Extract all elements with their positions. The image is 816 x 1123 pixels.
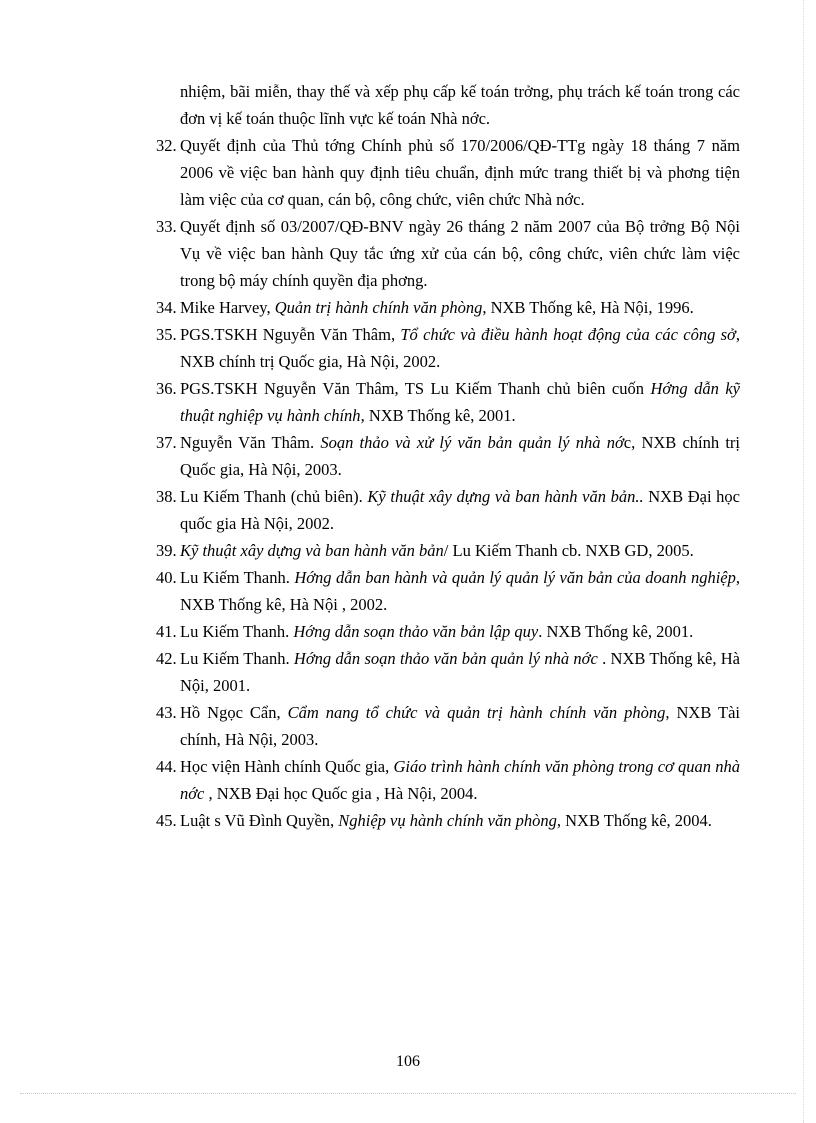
reference-text — [180, 699, 740, 753]
reference-item — [156, 132, 740, 213]
reference-number: 40. — [156, 568, 177, 587]
reference-segment: Lu Kiếm Thanh (chủ biên). — [180, 487, 368, 506]
reference-item — [156, 564, 740, 618]
reference-number: 35. — [156, 325, 177, 344]
reference-number: 36. — [156, 379, 177, 398]
reference-number: 37. — [156, 433, 177, 452]
reference-segment: . NXB Thống kê, 2001. — [538, 622, 694, 641]
reference-segment: NXB Đại học quốc gia Hà Nội, 2002. — [180, 487, 741, 533]
reference-segment: , NXB Đại học Quốc gia , Hà Nội, 2004. — [204, 784, 478, 803]
reference-segment: c, NXB chính trị Quốc gia, Hà Nội, 2003. — [180, 433, 741, 479]
footer-divider — [20, 1093, 796, 1094]
reference-item — [156, 429, 741, 483]
reference-segment: , NXB Thống kê, Hà Nội, 1996. — [482, 298, 694, 317]
page-number: 106 — [396, 1053, 420, 1070]
reference-title: Nghiệp vụ hành chính văn phòng — [338, 811, 557, 830]
reference-segment: Lu Kiếm Thanh. — [180, 622, 294, 641]
reference-segment: PGS.TSKH Nguyễn Văn Thâm, TS Lu Kiếm Thanh chủ biên cuốn — [180, 379, 651, 398]
reference-item — [156, 537, 740, 564]
page-edge-divider — [803, 0, 804, 1123]
reference-segment: , NXB Thống kê, 2004. — [556, 811, 712, 830]
reference-segment: Mike Harvey, — [180, 298, 275, 317]
reference-number: 42. — [156, 649, 177, 668]
reference-segment: , NXB Tài chính, Hà Nội, 2003. — [180, 703, 741, 749]
reference-title: Giáo trình hành chính văn phòng trong cơ quan nhà nớc — [180, 757, 740, 803]
reference-text — [180, 564, 740, 618]
reference-number: 39. — [156, 541, 177, 560]
reference-number: 41. — [156, 622, 177, 641]
reference-title: Hớng dẫn soạn thảo văn bản quản lý nhà nớc — [293, 649, 598, 668]
reference-text — [180, 132, 740, 213]
reference-item — [156, 483, 741, 537]
reference-number: 43. — [156, 703, 177, 722]
reference-title: Hớng dẫn kỹ thuật nghiệp vụ hành chính — [180, 379, 741, 425]
reference-list — [156, 78, 741, 834]
reference-text — [180, 375, 740, 429]
reference-text — [180, 537, 740, 564]
reference-text — [180, 645, 740, 699]
reference-segment: Quyết định của Thủ tớng Chính phủ số 170/2006/QĐ-TTg ngày 18 tháng 7 năm 2006 về việc ban hành quy định tiêu chuẩn, định mức trang thiết bị và phơng tiện làm việc của cơ quan, cán bộ, công chức, viên chức Nhà nớc. — [180, 136, 740, 209]
reference-number: 34. — [156, 298, 177, 317]
reference-item — [156, 807, 740, 834]
reference-segment: Quyết định số 03/2007/QĐ-BNV ngày 26 tháng 2 năm 2007 của Bộ trởng Bộ Nội Vụ về việc ban hành Quy tắc ứng xử của cán bộ, công chức, viên chức làm việc trong bộ máy chính quyền địa phơng. — [180, 217, 740, 290]
reference-segment: Nguyễn Văn Thâm. — [180, 433, 321, 452]
reference-item — [156, 375, 741, 429]
continuation-paragraph: nhiệm, bãi miễn, thay thế và xếp phụ cấp kế toán trởng, phụ trách kế toán trong các đơn vị kế toán thuộc lĩnh vực kế toán Nhà nớc. — [180, 82, 740, 128]
reference-segment: Lu Kiếm Thanh. — [180, 568, 295, 587]
reference-item — [156, 213, 740, 294]
reference-number: 32. — [156, 136, 177, 155]
reference-segment: Hồ Ngọc Cẩn, — [180, 703, 288, 722]
reference-text — [180, 618, 740, 645]
reference-segment: , NXB chính trị Quốc gia, Hà Nội, 2002. — [180, 325, 740, 371]
reference-segment: , NXB Thống kê, 2001. — [360, 406, 516, 425]
reference-text — [180, 429, 740, 483]
reference-title: Soạn thảo và xử lý văn bản quản lý nhà nớ — [320, 433, 624, 452]
reference-items — [156, 132, 741, 834]
reference-segment: . NXB Thống kê, Hà Nội, 2001. — [180, 649, 741, 695]
reference-item — [156, 618, 740, 645]
reference-title: Kỹ thuật xây dựng và ban hành văn bản — [180, 541, 444, 560]
reference-text — [180, 321, 740, 375]
reference-item — [156, 645, 741, 699]
reference-number: 45. — [156, 811, 177, 830]
reference-title: Tổ chức và điều hành hoạt động của các công sở — [400, 325, 736, 344]
reference-item — [156, 699, 741, 753]
reference-text — [180, 807, 740, 834]
reference-title: Quản trị hành chính văn phòng — [274, 298, 483, 317]
reference-title: Hớng dẫn soạn thảo văn bản lập quy — [293, 622, 539, 641]
reference-segment: / Lu Kiếm Thanh cb. NXB GD, 2005. — [443, 541, 694, 560]
reference-number: 33. — [156, 217, 177, 236]
reference-segment: Học viện Hành chính Quốc gia, — [180, 757, 394, 776]
reference-item — [156, 321, 740, 375]
reference-text — [180, 213, 740, 294]
reference-number: 44. — [156, 757, 177, 776]
reference-number: 38. — [156, 487, 177, 506]
reference-item — [156, 753, 740, 807]
reference-segment: Lu Kiếm Thanh. — [180, 649, 294, 668]
reference-text — [180, 483, 740, 537]
reference-segment: Luật s Vũ Đình Quyền, — [180, 811, 339, 830]
reference-title: Hớng dẫn ban hành và quản lý quản lý văn bản của doanh nghiệp — [294, 568, 736, 587]
reference-title: Cẩm nang tổ chức và quản trị hành chính văn phòng — [287, 703, 666, 722]
reference-text — [180, 753, 740, 807]
reference-title: Kỹ thuật xây dựng và ban hành văn bản.. — [367, 487, 644, 506]
reference-item — [156, 294, 740, 321]
reference-text — [180, 294, 740, 321]
reference-segment: , NXB Thống kê, Hà Nội , 2002. — [180, 568, 740, 614]
reference-segment: PGS.TSKH Nguyễn Văn Thâm, — [180, 325, 401, 344]
